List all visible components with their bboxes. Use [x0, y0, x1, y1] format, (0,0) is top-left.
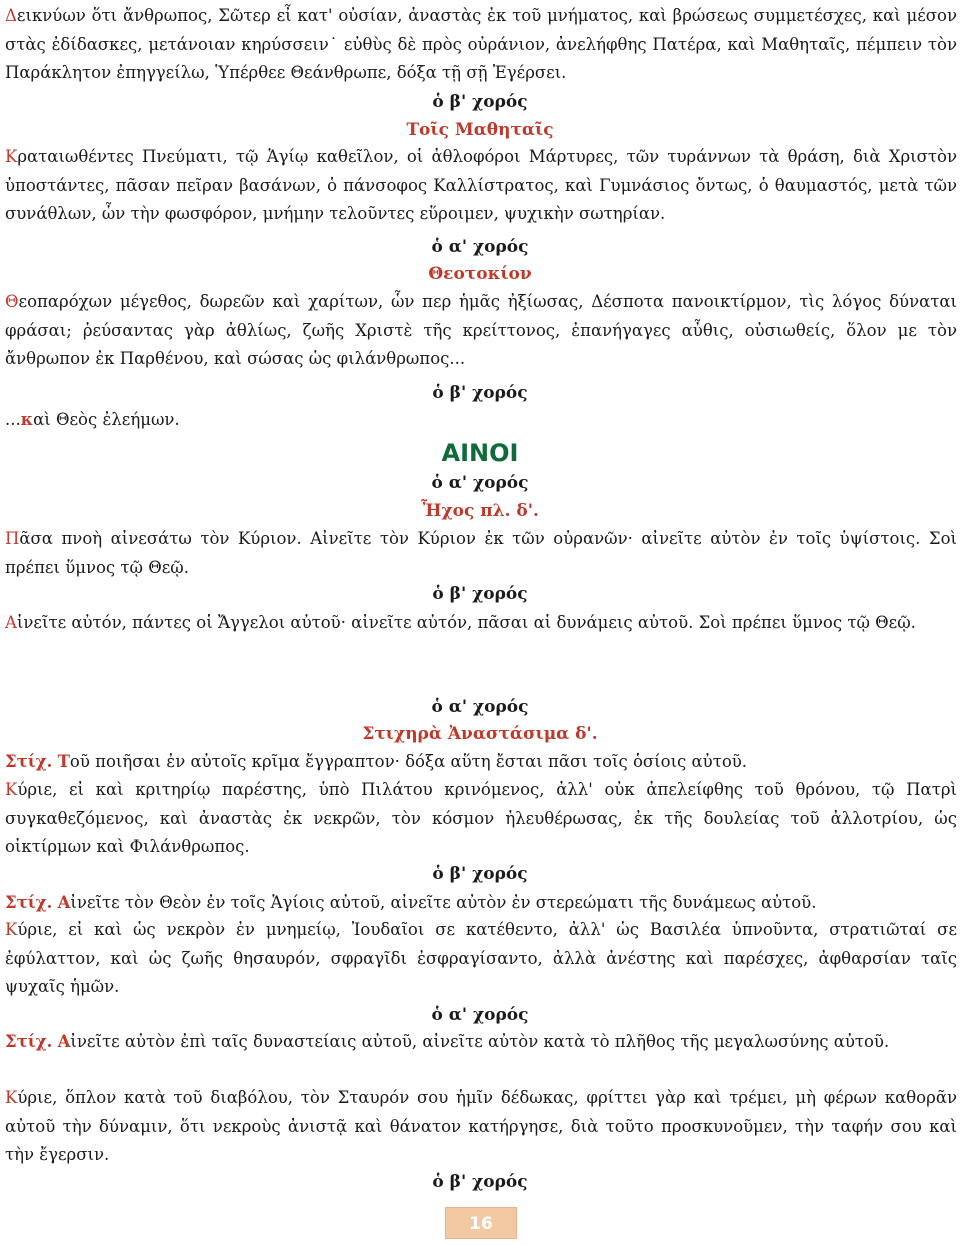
choir-heading: ὁ α' χορός	[431, 237, 529, 257]
choir-heading: ὁ β' χορός	[432, 383, 528, 403]
stichos-verse	[5, 889, 957, 918]
drop-letter: Κ	[5, 147, 18, 166]
paragraph-text: ἰνεῖτε αὐτὸν ἐπὶ ταῖς δυναστείαις αὐτοῦ, αἰνεῖτε αὐτὸν κατὰ τὸ πλῆθος τῆς μεγαλωσύνης αὐτοῦ.	[70, 1032, 890, 1051]
troparion-paragraph	[5, 2, 957, 88]
paragraph-text: εοπαρόχων μέγεθος, δωρεῶν καὶ χαρίτων, ὧν περ ἡμᾶς ἠξίωσας, Δέσποτα πανοικτίρμον, τὶς λόγος δύναται φράσαι; ῥεύσαντας γὰρ ἀθλίως, ζωῆς Χριστὲ τῆς κρείττονος, ἐπανήγαγες αὖθις, οὐσιωθείς, ὅλον με τὸν ἄνθρωπον ἐκ Παρθένου, καὶ σώσας ὡς φιλάνθρωπος...	[5, 292, 957, 368]
drop-letter: Δ	[5, 6, 17, 25]
paragraph-text: εικνύων ὅτι ἄνθρωπος, Σῶτερ εἶ κατ' οὐσίαν, ἀναστὰς ἐκ τοῦ μνήματος, καὶ βρώσεως συμμετέσχες, καὶ μέσον στὰς ἐδίδασκες, μετάνοιαν κηρύσσειν˙ εὐθὺς δὲ πρὸς οὐράνιον, ἀνελήφθης Πατέρα, καὶ Μαθηταῖς, πέμπειν τὸν Παράκλητον ἐπηγγείλω, Ὑπέρθεε Θεάνθρωπε, δόξα τῇ σῇ Ἐγέρσει.	[5, 6, 957, 82]
drop-letter: Τ	[57, 752, 70, 771]
stichos-verse	[5, 1028, 957, 1057]
choir-heading: ὁ β' χορός	[432, 584, 528, 604]
drop-letter: Θ	[5, 292, 19, 311]
drop-letter: Α	[5, 613, 17, 632]
theotokion-paragraph	[5, 288, 957, 374]
choir-heading: ὁ α' χορός	[431, 697, 529, 717]
drop-letter: Κ	[5, 780, 18, 799]
psalm-verse	[5, 609, 957, 638]
drop-letter: κ	[20, 410, 34, 429]
choir-heading: ὁ α' χορός	[431, 473, 529, 493]
drop-letter: Κ	[5, 1088, 18, 1107]
drop-letter: Α	[57, 893, 71, 912]
choir-heading: ὁ β' χορός	[432, 864, 528, 884]
ainoi-title: ΑΙΝΟΙ	[441, 439, 519, 467]
ending-line	[5, 406, 957, 435]
stichos-label: Στίχ.	[5, 893, 53, 912]
section-heading: Θεοτοκίον	[428, 264, 532, 284]
ellipsis: ...	[5, 410, 21, 429]
drop-letter: Κ	[5, 920, 18, 939]
paragraph-text: ύριε, ὅπλον κατὰ τοῦ διαβόλου, τὸν Σταυρόν σου ἡμῖν δέδωκας, φρίττει γὰρ καὶ τρέμει, μὴ φέρων καθορᾶν αὐτοῦ τὴν δύναμιν, ὅτι νεκροὺς ἀνιστᾷ καὶ θάνατον κατήργησε, διὰ τοῦτο προσκυνοῦμεν, τὴν ταφήν σου καὶ τὴν ἔγερσιν.	[5, 1088, 957, 1164]
choir-heading: ὁ β' χορός	[432, 1172, 528, 1192]
drop-letter: Α	[57, 1032, 71, 1051]
drop-letter: Π	[5, 529, 20, 548]
sticheron-paragraph	[5, 916, 957, 1002]
paragraph-text: ύριε, εἰ καὶ κριτηρίῳ παρέστης, ὑπὸ Πιλάτου κρινόμενος, ἀλλ' οὐκ ἀπελείφθης τοῦ θρόνου, τῷ Πατρὶ συγκαθεζόμενος, καὶ ἀναστὰς ἐκ νεκρῶν, τὸν κόσμον ἠλευθέρωσας, ἐκ τῆς δουλείας τοῦ ἀλλοτρίου, ὡς οἰκτίρμων καὶ Φιλάνθρωπος.	[5, 780, 957, 856]
section-heading: Τοῖς Μαθηταῖς	[406, 120, 554, 140]
echos-heading: Ἦχος πλ. δ'.	[421, 501, 539, 521]
paragraph-text: ἰνεῖτε αὐτόν, πάντες οἱ Ἄγγελοι αὐτοῦ· αἰνεῖτε αὐτόν, πᾶσαι αἱ δυνάμεις αὐτοῦ. Σοὶ πρέπει ὕμνος τῷ Θεῷ.	[16, 613, 916, 632]
stichera-heading: Στιχηρὰ Ἀναστάσιμα δ'.	[362, 724, 598, 744]
psalm-verse	[5, 525, 957, 582]
paragraph-text: αὶ Θεὸς ἐλεήμων.	[33, 410, 180, 429]
paragraph-text: ἰνεῖτε τὸν Θεὸν ἐν τοῖς Ἁγίοις αὐτοῦ, αἰνεῖτε αὐτὸν ἐν στερεώματι τῆς δυνάμεως αὐτοῦ.	[70, 893, 817, 912]
paragraph-text: ραταιωθέντες Πνεύματι, τῷ Ἁγίῳ καθεῖλον, οἱ ἀθλοφόροι Μάρτυρες, τῶν τυράννων τὰ θράση, διὰ Χριστὸν ὑποστάντες, πᾶσαν πεῖραν βασάνων, ὁ πάνσοφος Καλλίστρατος, καὶ Γυμνάσιος ὄντως, ὁ θαυμαστός, μετὰ τῶν συνάθλων, ὧν τὴν φωσφόρον, μνήμην τελοῦντες εὕροιμεν, ψυχικὴν σωτηρίαν.	[5, 147, 957, 223]
paragraph-text: ύριε, εἰ καὶ ὡς νεκρὸν ἐν μνημείῳ, Ἰουδαῖοι σε κατέθεντο, ἀλλ' ὡς Βασιλέα ὑπνοῦντα, στρατιῶταί σε ἐφύλαττον, καὶ ὡς ζωῆς θησαυρόν, σφραγῖδι ἐσφραγίσαντο, ἀλλὰ ἀνέστης καὶ παρέσχες, ἀφθαρσίαν ταῖς ψυχαῖς ἡμῶν.	[5, 920, 957, 996]
page-number: 16	[445, 1207, 517, 1239]
choir-heading: ὁ α' χορός	[431, 1005, 529, 1025]
stichos-label: Στίχ.	[5, 752, 53, 771]
paragraph-text: οῦ ποιῆσαι ἐν αὐτοῖς κρῖμα ἔγγραπτον· δόξα αὕτη ἔσται πᾶσι τοῖς ὁσίοις αὐτοῦ.	[69, 752, 748, 771]
sticheron-paragraph	[5, 776, 957, 862]
sticheron-paragraph	[5, 1084, 957, 1170]
martyrs-paragraph	[5, 143, 957, 229]
paragraph-text: ᾶσα πνοὴ αἰνεσάτω τὸν Κύριον. Αἰνεῖτε τὸν Κύριον ἐκ τῶν οὐρανῶν· αἰνεῖτε αὐτὸν ἐν τοῖς ὑψίστοις. Σοὶ πρέπει ὕμνος τῷ Θεῷ.	[5, 529, 957, 577]
stichos-label: Στίχ.	[5, 1032, 53, 1051]
stichos-verse	[5, 748, 957, 777]
choir-heading: ὁ β' χορός	[432, 92, 528, 112]
